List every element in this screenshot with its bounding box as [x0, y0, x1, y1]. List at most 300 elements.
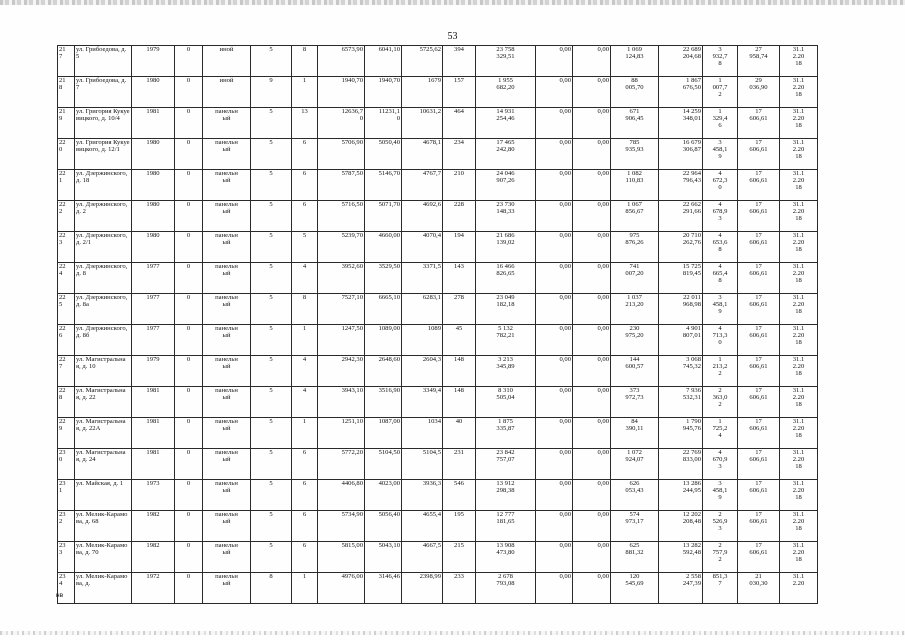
wall-material-cell: панельн ый	[203, 263, 251, 294]
fund-b-cell: 0,00	[573, 356, 611, 387]
residents-cell: 394	[443, 46, 476, 77]
amount-two-cell: 2 558 247,39	[659, 573, 703, 604]
floors-cell: 5	[251, 356, 292, 387]
zero-value-cell: 0	[175, 480, 203, 511]
total-area-cell: 5706,90	[318, 139, 365, 170]
flats-area-cell: 3349,4	[402, 387, 443, 418]
row-number-cell: 23 2	[58, 511, 75, 542]
amount-one-cell: 1 067 856,67	[611, 201, 659, 232]
unit-cost-cell: 851,3 7	[703, 573, 738, 604]
deadline-cell: 31.1 2.20 18	[780, 139, 818, 170]
table-row	[58, 418, 818, 449]
residents-cell: 194	[443, 232, 476, 263]
row-number-cell: 21 9	[58, 108, 75, 139]
limit-cost-cell: 17 606,61	[738, 294, 780, 325]
flats-area-cell: 1089	[402, 325, 443, 356]
row-number-cell: 22 6	[58, 325, 75, 356]
unit-cost-cell: 2 757,9 2	[703, 542, 738, 573]
repair-cost-cell: 24 046 907,26	[476, 170, 536, 201]
fund-a-cell: 0,00	[536, 387, 573, 418]
zero-value-cell: 0	[175, 263, 203, 294]
wall-material-cell: иной	[203, 77, 251, 108]
wall-material-cell: панельн ый	[203, 387, 251, 418]
fund-a-cell: 0,00	[536, 511, 573, 542]
table-row	[58, 294, 818, 325]
table-row	[58, 46, 818, 77]
fund-b-cell: 0,00	[573, 263, 611, 294]
entrances-cell: 4	[292, 356, 318, 387]
unit-cost-cell: 3 458,1 9	[703, 139, 738, 170]
unit-cost-cell: 3 458,1 9	[703, 294, 738, 325]
row-number-cell: 22 2	[58, 201, 75, 232]
unit-cost-cell: 2 526,9 3	[703, 511, 738, 542]
repair-cost-cell: 23 730 148,33	[476, 201, 536, 232]
wall-material-cell: панельн ый	[203, 139, 251, 170]
fund-a-cell: 0,00	[536, 139, 573, 170]
residents-cell: 231	[443, 449, 476, 480]
deadline-cell: 31.1 2.20 18	[780, 325, 818, 356]
row-number-cell: 23 1	[58, 480, 75, 511]
address-cell: ул. Грибоедова, д. 7	[75, 77, 132, 108]
total-area-cell: 6573,90	[318, 46, 365, 77]
total-area-cell: 12636,7 0	[318, 108, 365, 139]
table-row	[58, 263, 818, 294]
floors-cell: 5	[251, 387, 292, 418]
zero-value-cell: 0	[175, 232, 203, 263]
fund-b-cell: 0,00	[573, 449, 611, 480]
entrances-cell: 1	[292, 77, 318, 108]
row-number-cell: 22 1	[58, 170, 75, 201]
entrances-cell: 6	[292, 542, 318, 573]
flats-area-cell: 4655,4	[402, 511, 443, 542]
flats-area-cell: 4678,1	[402, 139, 443, 170]
fund-a-cell: 0,00	[536, 325, 573, 356]
fund-a-cell: 0,00	[536, 108, 573, 139]
amount-two-cell: 3 068 745,32	[659, 356, 703, 387]
repair-cost-cell: 21 686 139,02	[476, 232, 536, 263]
entrances-cell: 6	[292, 511, 318, 542]
living-area-cell: 6665,10	[365, 294, 402, 325]
residents-cell: 233	[443, 573, 476, 604]
table-row	[58, 542, 818, 573]
total-area-cell: 5716,50	[318, 201, 365, 232]
living-area-cell: 5050,40	[365, 139, 402, 170]
scan-edge-top	[0, 0, 905, 5]
amount-one-cell: 144 600,57	[611, 356, 659, 387]
wall-material-cell: панельн ый	[203, 108, 251, 139]
repair-cost-cell: 1 955 682,20	[476, 77, 536, 108]
total-area-cell: 5239,70	[318, 232, 365, 263]
fund-a-cell: 0,00	[536, 232, 573, 263]
limit-cost-cell: 17 606,61	[738, 170, 780, 201]
fund-b-cell: 0,00	[573, 418, 611, 449]
table-row	[58, 170, 818, 201]
fund-b-cell: 0,00	[573, 511, 611, 542]
residents-cell: 143	[443, 263, 476, 294]
year-built-cell: 1980	[132, 232, 175, 263]
floors-cell: 5	[251, 542, 292, 573]
fund-b-cell: 0,00	[573, 387, 611, 418]
limit-cost-cell: 17 606,61	[738, 325, 780, 356]
repair-cost-cell: 1 875 335,87	[476, 418, 536, 449]
year-built-cell: 1981	[132, 108, 175, 139]
wall-material-cell: панельн ый	[203, 573, 251, 604]
floors-cell: 5	[251, 263, 292, 294]
floors-cell: 5	[251, 325, 292, 356]
limit-cost-cell: 17 606,61	[738, 263, 780, 294]
total-area-cell: 5772,20	[318, 449, 365, 480]
limit-cost-cell: 17 606,61	[738, 480, 780, 511]
entrances-cell: 6	[292, 139, 318, 170]
row-number-cell: 21 8	[58, 77, 75, 108]
fund-b-cell: 0,00	[573, 77, 611, 108]
amount-one-cell: 1 082 110,83	[611, 170, 659, 201]
limit-cost-cell: 17 606,61	[738, 449, 780, 480]
deadline-cell: 31.1 2.20 18	[780, 77, 818, 108]
residents-cell: 278	[443, 294, 476, 325]
unit-cost-cell: 4 670,9 3	[703, 449, 738, 480]
zero-value-cell: 0	[175, 325, 203, 356]
repair-cost-cell: 13 908 473,80	[476, 542, 536, 573]
entrances-cell: 5	[292, 232, 318, 263]
wall-material-cell: иной	[203, 46, 251, 77]
address-cell: ул. Магистральная, д. 22	[75, 387, 132, 418]
flats-area-cell: 10631,2	[402, 108, 443, 139]
living-area-cell: 1089,00	[365, 325, 402, 356]
living-area-cell: 2648,60	[365, 356, 402, 387]
repair-cost-cell: 2 678 793,08	[476, 573, 536, 604]
year-built-cell: 1980	[132, 77, 175, 108]
flats-area-cell: 3936,3	[402, 480, 443, 511]
fund-b-cell: 0,00	[573, 170, 611, 201]
year-built-cell: 1981	[132, 418, 175, 449]
row-number-cell: 22 7	[58, 356, 75, 387]
unit-cost-cell: 4 678,9 3	[703, 201, 738, 232]
row-number-cell: 22 8	[58, 387, 75, 418]
limit-cost-cell: 29 036,90	[738, 77, 780, 108]
row-number-cell: 23 3	[58, 542, 75, 573]
flats-area-cell: 5725,62	[402, 46, 443, 77]
amount-one-cell: 574 973,17	[611, 511, 659, 542]
address-cell: ул. Дзержинского, д. 2/1	[75, 232, 132, 263]
repair-cost-cell: 23 758 329,51	[476, 46, 536, 77]
fund-b-cell: 0,00	[573, 294, 611, 325]
amount-two-cell: 16 679 306,87	[659, 139, 703, 170]
flats-area-cell: 1679	[402, 77, 443, 108]
wall-material-cell: панельн ый	[203, 356, 251, 387]
amount-one-cell: 120 545,69	[611, 573, 659, 604]
zero-value-cell: 0	[175, 294, 203, 325]
address-cell: ул. Мелик-Карамова, д. 70	[75, 542, 132, 573]
floors-cell: 5	[251, 232, 292, 263]
wall-material-cell: панельн ый	[203, 294, 251, 325]
address-cell: ул. Мелик-Карамова, д.	[75, 573, 132, 604]
deadline-cell: 31.1 2.20 18	[780, 108, 818, 139]
unit-cost-cell: 4 665,4 8	[703, 263, 738, 294]
amount-two-cell: 1 867 676,50	[659, 77, 703, 108]
zero-value-cell: 0	[175, 511, 203, 542]
residents-cell: 148	[443, 356, 476, 387]
repair-cost-cell: 3 213 345,89	[476, 356, 536, 387]
address-cell: ул. Магистральная, д. 22А	[75, 418, 132, 449]
deadline-cell: 31.1 2.20 18	[780, 511, 818, 542]
zero-value-cell: 0	[175, 449, 203, 480]
total-area-cell: 3952,60	[318, 263, 365, 294]
fund-b-cell: 0,00	[573, 46, 611, 77]
fund-b-cell: 0,00	[573, 480, 611, 511]
address-cell: ул. Дзержинского, д. 8б	[75, 325, 132, 356]
unit-cost-cell: 4 653,6 8	[703, 232, 738, 263]
row-number-cell: 23 0	[58, 449, 75, 480]
amount-two-cell: 22 769 833,00	[659, 449, 703, 480]
floors-cell: 9	[251, 77, 292, 108]
zero-value-cell: 0	[175, 46, 203, 77]
total-area-cell: 5815,00	[318, 542, 365, 573]
fund-a-cell: 0,00	[536, 294, 573, 325]
deadline-cell: 31.1 2.20 18	[780, 449, 818, 480]
deadline-cell: 31.1 2.20 18	[780, 418, 818, 449]
limit-cost-cell: 17 606,61	[738, 108, 780, 139]
table-row	[58, 449, 818, 480]
entrances-cell: 4	[292, 263, 318, 294]
table-row	[58, 325, 818, 356]
amount-two-cell: 1 790 945,76	[659, 418, 703, 449]
residents-cell: 228	[443, 201, 476, 232]
table-row	[58, 480, 818, 511]
amount-one-cell: 785 935,93	[611, 139, 659, 170]
residents-cell: 210	[443, 170, 476, 201]
entrances-cell: 6	[292, 201, 318, 232]
fund-b-cell: 0,00	[573, 325, 611, 356]
address-cell: ул. Дзержинского, д. 8а	[75, 294, 132, 325]
fund-b-cell: 0,00	[573, 542, 611, 573]
living-area-cell: 3529,50	[365, 263, 402, 294]
residents-cell: 195	[443, 511, 476, 542]
flats-area-cell: 2398,99	[402, 573, 443, 604]
housing-registry-table	[57, 45, 818, 604]
residents-cell: 45	[443, 325, 476, 356]
residents-cell: 215	[443, 542, 476, 573]
row-number-cell: 22 0	[58, 139, 75, 170]
living-area-cell: 5071,70	[365, 201, 402, 232]
entrances-cell: 8	[292, 294, 318, 325]
row-number-cell: 23 4	[58, 573, 75, 604]
wall-material-cell: панельн ый	[203, 511, 251, 542]
deadline-cell: 31.1 2.20 18	[780, 294, 818, 325]
unit-cost-cell: 1 007,7 2	[703, 77, 738, 108]
year-built-cell: 1980	[132, 201, 175, 232]
unit-cost-cell: 2 363,0 2	[703, 387, 738, 418]
floors-cell: 5	[251, 108, 292, 139]
scan-edge-bottom	[0, 631, 905, 635]
amount-two-cell: 22 662 291,66	[659, 201, 703, 232]
total-area-cell: 2942,30	[318, 356, 365, 387]
address-cell: ул. Магистральная, д. 24	[75, 449, 132, 480]
amount-one-cell: 88 005,70	[611, 77, 659, 108]
flats-area-cell: 2604,3	[402, 356, 443, 387]
limit-cost-cell: 17 606,61	[738, 418, 780, 449]
amount-one-cell: 1 037 213,20	[611, 294, 659, 325]
zero-value-cell: 0	[175, 77, 203, 108]
year-built-cell: 1977	[132, 263, 175, 294]
entrances-cell: 1	[292, 418, 318, 449]
flats-area-cell: 6283,1	[402, 294, 443, 325]
amount-one-cell: 1 069 124,83	[611, 46, 659, 77]
deadline-cell: 31.1 2.20 18	[780, 46, 818, 77]
limit-cost-cell: 17 606,61	[738, 542, 780, 573]
floors-cell: 5	[251, 294, 292, 325]
living-area-cell: 5104,50	[365, 449, 402, 480]
amount-two-cell: 13 286 244,95	[659, 480, 703, 511]
fund-b-cell: 0,00	[573, 232, 611, 263]
table-row	[58, 511, 818, 542]
repair-cost-cell: 8 310 505,04	[476, 387, 536, 418]
row-number-cell: 22 5	[58, 294, 75, 325]
fund-a-cell: 0,00	[536, 573, 573, 604]
floors-cell: 5	[251, 449, 292, 480]
total-area-cell: 1247,50	[318, 325, 365, 356]
total-area-cell: 4976,00	[318, 573, 365, 604]
limit-cost-cell: 17 606,61	[738, 139, 780, 170]
table-row	[58, 232, 818, 263]
wall-material-cell: панельн ый	[203, 170, 251, 201]
living-area-cell: 11231,1 0	[365, 108, 402, 139]
residents-cell: 40	[443, 418, 476, 449]
amount-one-cell: 626 053,43	[611, 480, 659, 511]
year-built-cell: 1982	[132, 542, 175, 573]
limit-cost-cell: 17 606,61	[738, 232, 780, 263]
floors-cell: 5	[251, 511, 292, 542]
amount-two-cell: 14 259 348,01	[659, 108, 703, 139]
year-built-cell: 1980	[132, 139, 175, 170]
total-area-cell: 7527,10	[318, 294, 365, 325]
flats-area-cell: 3371,5	[402, 263, 443, 294]
amount-one-cell: 230 975,20	[611, 325, 659, 356]
address-cell: ул. Дзержинского, д. 18	[75, 170, 132, 201]
flats-area-cell: 4070,4	[402, 232, 443, 263]
address-cell: ул. Григория Кукуевицкого, д. 10/4	[75, 108, 132, 139]
wall-material-cell: панельн ый	[203, 542, 251, 573]
fund-a-cell: 0,00	[536, 201, 573, 232]
year-built-cell: 1980	[132, 170, 175, 201]
zero-value-cell: 0	[175, 573, 203, 604]
floors-cell: 5	[251, 418, 292, 449]
flats-area-cell: 4692,6	[402, 201, 443, 232]
amount-one-cell: 373 972,73	[611, 387, 659, 418]
wall-material-cell: панельн ый	[203, 418, 251, 449]
year-built-cell: 1979	[132, 46, 175, 77]
wall-material-cell: панельн ый	[203, 325, 251, 356]
wall-material-cell: панельн ый	[203, 232, 251, 263]
entrances-cell: 6	[292, 170, 318, 201]
fund-a-cell: 0,00	[536, 356, 573, 387]
row-number-cell: 22 3	[58, 232, 75, 263]
residents-cell: 148	[443, 387, 476, 418]
page-footnote: нв	[56, 592, 64, 599]
amount-two-cell: 4 901 807,01	[659, 325, 703, 356]
table-row	[58, 573, 818, 604]
year-built-cell: 1979	[132, 356, 175, 387]
amount-two-cell: 15 725 819,45	[659, 263, 703, 294]
fund-a-cell: 0,00	[536, 480, 573, 511]
address-cell: ул. Майская, д. 1	[75, 480, 132, 511]
zero-value-cell: 0	[175, 139, 203, 170]
deadline-cell: 31.1 2.20 18	[780, 263, 818, 294]
unit-cost-cell: 1 725,2 4	[703, 418, 738, 449]
fund-b-cell: 0,00	[573, 201, 611, 232]
entrances-cell: 13	[292, 108, 318, 139]
residents-cell: 546	[443, 480, 476, 511]
amount-two-cell: 22 689 204,68	[659, 46, 703, 77]
table-row	[58, 201, 818, 232]
fund-a-cell: 0,00	[536, 170, 573, 201]
zero-value-cell: 0	[175, 170, 203, 201]
living-area-cell: 4023,00	[365, 480, 402, 511]
year-built-cell: 1977	[132, 294, 175, 325]
unit-cost-cell: 4 672,3 0	[703, 170, 738, 201]
table-row	[58, 387, 818, 418]
unit-cost-cell: 4 713,3 0	[703, 325, 738, 356]
table-row	[58, 139, 818, 170]
deadline-cell: 31.1 2.20	[780, 573, 818, 604]
entrances-cell: 8	[292, 46, 318, 77]
amount-two-cell: 22 011 968,98	[659, 294, 703, 325]
residents-cell: 157	[443, 77, 476, 108]
living-area-cell: 6041,10	[365, 46, 402, 77]
amount-one-cell: 741 007,20	[611, 263, 659, 294]
limit-cost-cell: 21 030,30	[738, 573, 780, 604]
floors-cell: 8	[251, 573, 292, 604]
living-area-cell: 3146,46	[365, 573, 402, 604]
fund-b-cell: 0,00	[573, 573, 611, 604]
deadline-cell: 31.1 2.20 18	[780, 232, 818, 263]
living-area-cell: 1087,00	[365, 418, 402, 449]
living-area-cell: 5146,70	[365, 170, 402, 201]
repair-cost-cell: 12 777 181,65	[476, 511, 536, 542]
address-cell: ул. Дзержинского, д. 2	[75, 201, 132, 232]
living-area-cell: 1940,70	[365, 77, 402, 108]
address-cell: ул. Григория Кукуевицкого, д. 12/1	[75, 139, 132, 170]
table-body	[58, 46, 818, 604]
address-cell: ул. Магистральная, д. 10	[75, 356, 132, 387]
fund-a-cell: 0,00	[536, 77, 573, 108]
year-built-cell: 1977	[132, 325, 175, 356]
repair-cost-cell: 13 912 298,38	[476, 480, 536, 511]
deadline-cell: 31.1 2.20 18	[780, 170, 818, 201]
total-area-cell: 5787,50	[318, 170, 365, 201]
repair-cost-cell: 16 466 826,65	[476, 263, 536, 294]
entrances-cell: 6	[292, 449, 318, 480]
year-built-cell: 1982	[132, 511, 175, 542]
amount-one-cell: 625 881,32	[611, 542, 659, 573]
year-built-cell: 1972	[132, 573, 175, 604]
zero-value-cell: 0	[175, 387, 203, 418]
total-area-cell: 1251,10	[318, 418, 365, 449]
flats-area-cell: 4767,7	[402, 170, 443, 201]
floors-cell: 5	[251, 46, 292, 77]
amount-one-cell: 84 390,11	[611, 418, 659, 449]
residents-cell: 464	[443, 108, 476, 139]
address-cell: ул. Грибоедова, д. 5	[75, 46, 132, 77]
floors-cell: 5	[251, 170, 292, 201]
total-area-cell: 1940,70	[318, 77, 365, 108]
total-area-cell: 5734,90	[318, 511, 365, 542]
address-cell: ул. Дзержинского, д. 8	[75, 263, 132, 294]
table-row	[58, 356, 818, 387]
residents-cell: 234	[443, 139, 476, 170]
amount-two-cell: 7 936 532,31	[659, 387, 703, 418]
fund-a-cell: 0,00	[536, 449, 573, 480]
